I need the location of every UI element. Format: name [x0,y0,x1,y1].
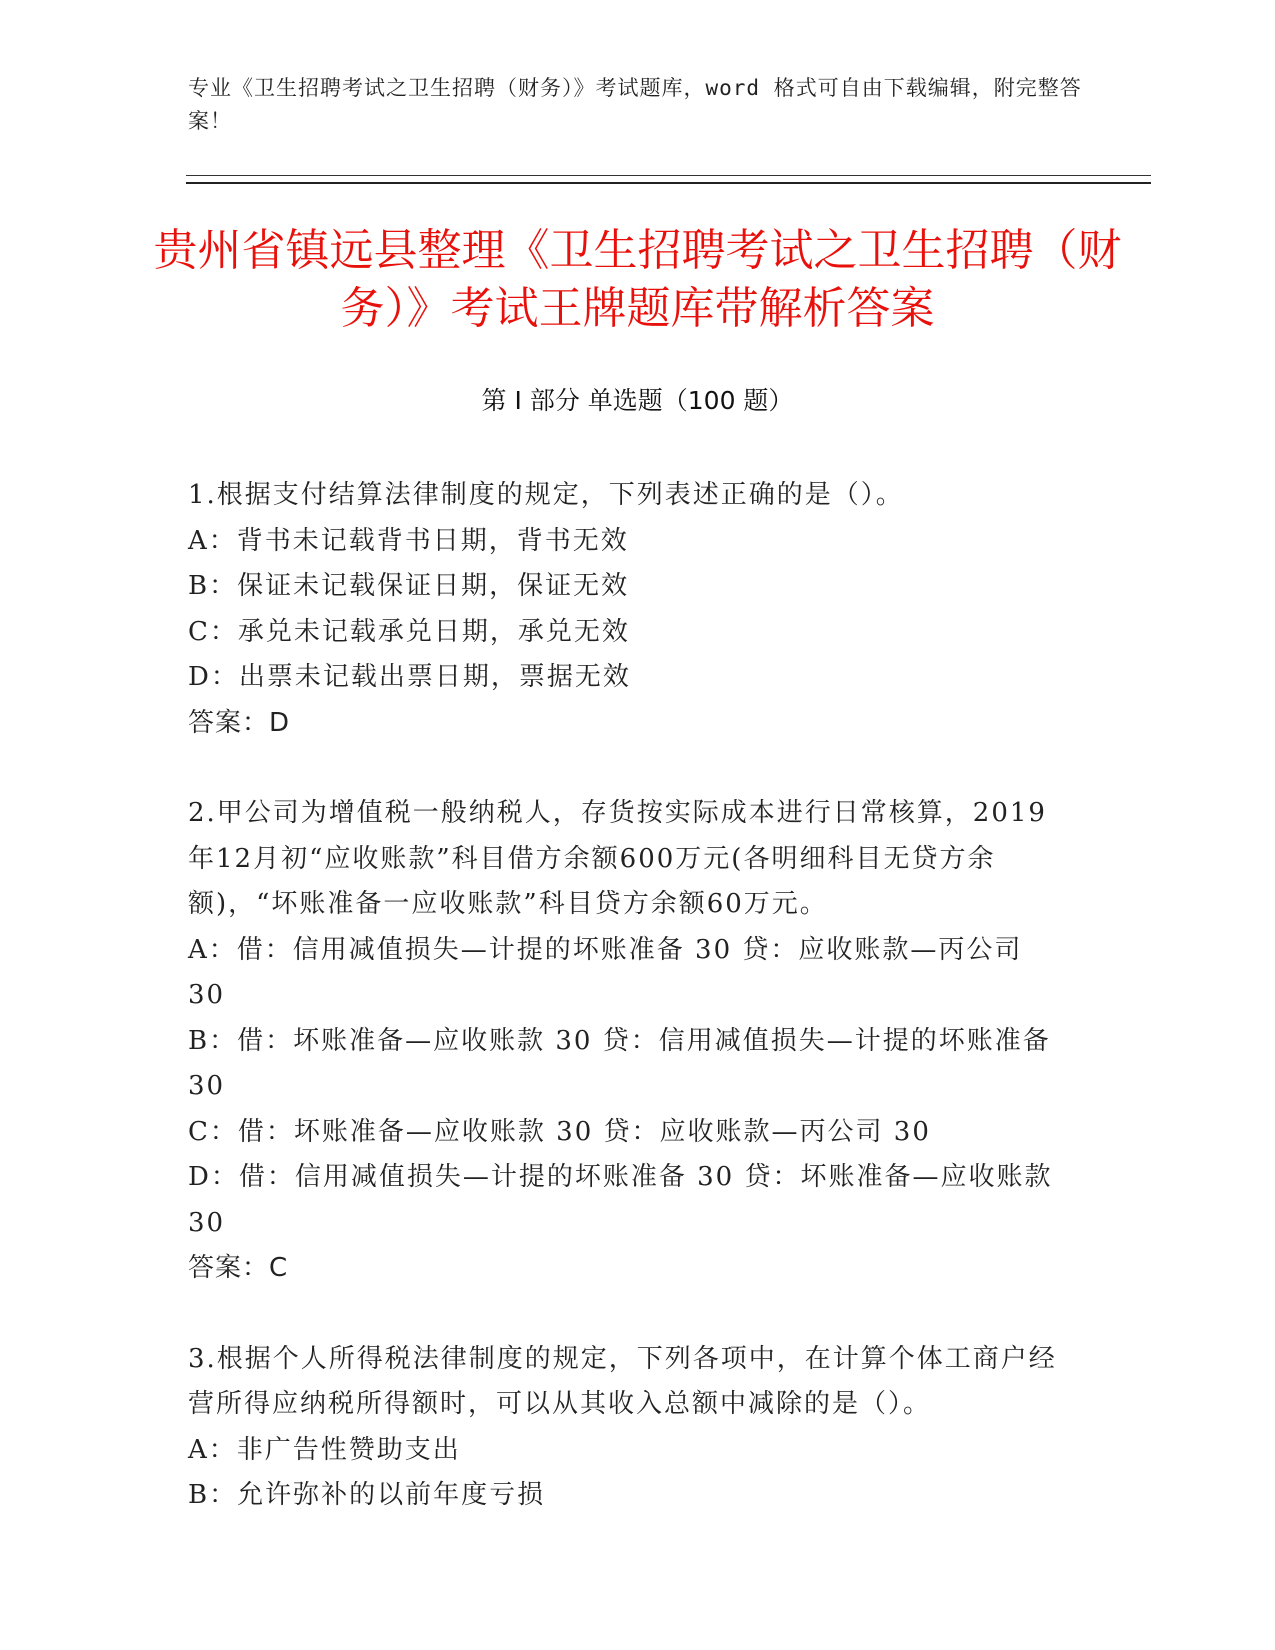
answer-label: 答案：C [188,1253,289,1283]
question-3 [188,1337,1058,1519]
option-c: C：借：坏账准备—应收账款 30 贷：应收账款—丙公司 30 [188,1116,931,1147]
section-heading: 第 I 部分 单选题（100 题） [481,386,794,415]
option-d: D：借：信用减值损失—计提的坏账准备 30 贷：坏账准备—应收账款 30 [188,1162,1053,1238]
header-note: 专业《卫生招聘考试之卫生招聘（财务）》考试题库，word 格式可自由下载编辑，附完整答案！ [188,76,1082,133]
option-a: A：借：信用减值损失—计提的坏账准备 30 贷：应收账款—丙公司 30 [188,934,1023,1010]
question-2 [188,791,1058,1292]
question-list [188,473,1058,1564]
option-b: B：允许弥补的以前年度亏损 [188,1480,546,1510]
option-a: A：背书未记载背书日期，背书无效 [188,525,629,556]
question-stem: 3.根据个人所得税法律制度的规定，下列各项中，在计算个体工商户经营所得应纳税所得额时，可以从其收入总额中减除的是（）。 [188,1343,1057,1419]
header-divider [186,175,1151,184]
question-stem: 1.根据支付结算法律制度的规定，下列表述正确的是（）。 [188,480,904,510]
document-title: 贵州省镇远县整理《卫生招聘考试之卫生招聘（财务）》考试王牌题库带解析答案 [153,225,1122,334]
option-b: B：借：坏账准备—应收账款 30 贷：信用减值损失—计提的坏账准备 30 [188,1025,1051,1101]
option-a: A：非广告性赞助支出 [188,1434,461,1465]
question-stem: 2.甲公司为增值税一般纳税人，存货按实际成本进行日常核算，2019年12月初“应收账款”科目借方余额600万元(各明细科目无贷方余额)，“坏账准备一应收账款”科目贷方余额60万元。 [188,798,1047,919]
option-b: B：保证未记载保证日期，保证无效 [188,571,630,601]
answer-label: 答案：D [188,707,291,738]
question-1 [188,473,1058,746]
option-c: C：承兑未记载承兑日期，承兑无效 [188,616,630,647]
option-d: D：出票未记载出票日期，票据无效 [188,662,631,692]
